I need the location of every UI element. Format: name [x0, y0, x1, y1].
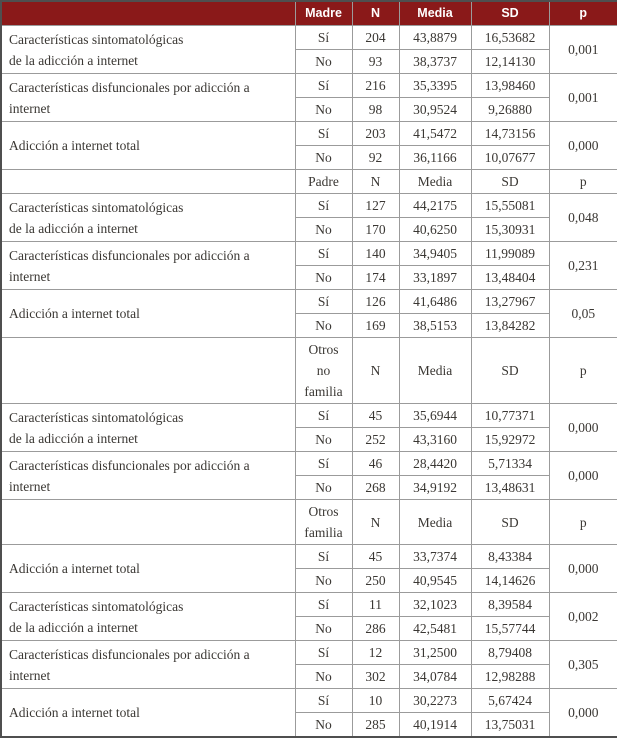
- variable-label-cell-line: internet: [9, 100, 51, 116]
- subheader-empty-cell: [1, 170, 295, 194]
- subheader-col-cell: SD: [471, 170, 549, 194]
- sd-cell: 16,53682: [471, 26, 549, 50]
- media-cell: 38,5153: [399, 314, 471, 338]
- response-cell: No: [295, 98, 352, 122]
- n-cell: 11: [352, 593, 399, 617]
- media-cell: 34,9192: [399, 476, 471, 500]
- subheader-col-cell: p: [549, 500, 617, 545]
- variable-label-cell-line: Características disfuncionales por adicción a: [9, 646, 250, 662]
- data-row: [1, 290, 617, 314]
- n-cell: 12: [352, 641, 399, 665]
- sd-cell: 5,71334: [471, 452, 549, 476]
- subheader-group-cell-line: familia: [304, 384, 343, 399]
- subheader-group-cell-line: Otros: [308, 342, 339, 357]
- subheader-col-cell: N: [352, 500, 399, 545]
- sd-cell: 13,84282: [471, 314, 549, 338]
- n-cell: 93: [352, 50, 399, 74]
- variable-label-cell: [1, 404, 295, 452]
- variable-label-cell-line: Adicción a internet total: [9, 306, 140, 321]
- variable-label-cell-line: internet: [9, 268, 51, 284]
- p-value-cell: 0,05: [549, 290, 617, 338]
- response-cell: Sí: [295, 593, 352, 617]
- response-cell: No: [295, 266, 352, 290]
- variable-label-cell-line: de la adicción a internet: [9, 220, 138, 236]
- sd-cell: 15,57744: [471, 617, 549, 641]
- subheader-col-cell: Media: [399, 500, 471, 545]
- media-cell: 30,9524: [399, 98, 471, 122]
- sd-cell: 5,67424: [471, 689, 549, 713]
- p-value-cell: 0,001: [549, 74, 617, 122]
- header-empty-cell: [1, 1, 295, 26]
- subheader-group-cell-line: no: [316, 363, 331, 378]
- subheader-group-cell-line: Padre: [308, 174, 339, 189]
- variable-label-cell: [1, 452, 295, 500]
- sd-cell: 10,77371: [471, 404, 549, 428]
- media-cell: 43,3160: [399, 428, 471, 452]
- response-cell: Sí: [295, 290, 352, 314]
- subheader-empty-cell: [1, 338, 295, 404]
- media-cell: 35,3395: [399, 74, 471, 98]
- response-cell: No: [295, 146, 352, 170]
- p-value-cell: 0,001: [549, 26, 617, 74]
- sd-cell: 13,27967: [471, 290, 549, 314]
- subheader-col-cell: SD: [471, 338, 549, 404]
- sd-cell: 10,07677: [471, 146, 549, 170]
- variable-label-cell: [1, 194, 295, 242]
- data-row: [1, 452, 617, 476]
- response-cell: Sí: [295, 545, 352, 569]
- p-value-cell: 0,048: [549, 194, 617, 242]
- media-cell: 43,8879: [399, 26, 471, 50]
- n-cell: 45: [352, 404, 399, 428]
- n-cell: 45: [352, 545, 399, 569]
- media-cell: 30,2273: [399, 689, 471, 713]
- sd-cell: 8,39584: [471, 593, 549, 617]
- n-cell: 250: [352, 569, 399, 593]
- p-value-cell: 0,000: [549, 545, 617, 593]
- variable-label-cell-line: Adicción a internet total: [9, 705, 140, 720]
- p-value-cell: 0,305: [549, 641, 617, 689]
- data-row: [1, 593, 617, 617]
- variable-label-cell-line: internet: [9, 478, 51, 494]
- variable-label-cell: [1, 74, 295, 122]
- sd-cell: 15,30931: [471, 218, 549, 242]
- variable-label-cell-line: Características disfuncionales por adicción a: [9, 457, 250, 473]
- variable-label-cell: [1, 545, 295, 593]
- variable-label-cell-line: de la adicción a internet: [9, 619, 138, 635]
- data-row: [1, 641, 617, 665]
- media-cell: 28,4420: [399, 452, 471, 476]
- subheader-group-cell-line: Otros: [308, 504, 339, 519]
- media-cell: 38,3737: [399, 50, 471, 74]
- n-cell: 204: [352, 26, 399, 50]
- response-cell: No: [295, 218, 352, 242]
- n-cell: 10: [352, 689, 399, 713]
- variable-label-cell: [1, 689, 295, 738]
- sd-cell: 13,48404: [471, 266, 549, 290]
- variable-label-cell: [1, 242, 295, 290]
- variable-label-cell-line: Características sintomatológicas: [9, 598, 184, 614]
- subheader-group-cell: [295, 338, 352, 404]
- media-cell: 42,5481: [399, 617, 471, 641]
- variable-label-cell-line: Adicción a internet total: [9, 561, 140, 576]
- variable-label-cell-line: Características disfuncionales por adicción a: [9, 247, 250, 263]
- response-cell: No: [295, 713, 352, 738]
- p-value-cell: 0,002: [549, 593, 617, 641]
- media-cell: 40,6250: [399, 218, 471, 242]
- response-cell: No: [295, 665, 352, 689]
- sd-cell: 8,79408: [471, 641, 549, 665]
- response-cell: Sí: [295, 452, 352, 476]
- n-cell: 126: [352, 290, 399, 314]
- sd-cell: 11,99089: [471, 242, 549, 266]
- media-cell: 34,0784: [399, 665, 471, 689]
- p-value-cell: 0,231: [549, 242, 617, 290]
- n-cell: 286: [352, 617, 399, 641]
- data-row: [1, 122, 617, 146]
- subheader-empty-cell: [1, 500, 295, 545]
- variable-label-cell-line: Adicción a internet total: [9, 138, 140, 153]
- data-row: [1, 404, 617, 428]
- sd-cell: 15,55081: [471, 194, 549, 218]
- n-cell: 203: [352, 122, 399, 146]
- media-cell: 34,9405: [399, 242, 471, 266]
- subheader-group-cell: [295, 500, 352, 545]
- n-cell: 169: [352, 314, 399, 338]
- data-row: [1, 74, 617, 98]
- header-cell: N: [352, 1, 399, 26]
- sd-cell: 12,14130: [471, 50, 549, 74]
- n-cell: 302: [352, 665, 399, 689]
- variable-label-cell-line: Características sintomatológicas: [9, 409, 184, 425]
- header-cell: Media: [399, 1, 471, 26]
- header-cell: SD: [471, 1, 549, 26]
- media-cell: 36,1166: [399, 146, 471, 170]
- response-cell: No: [295, 50, 352, 74]
- response-cell: Sí: [295, 242, 352, 266]
- sd-cell: 12,98288: [471, 665, 549, 689]
- variable-label-cell: [1, 26, 295, 74]
- data-row: [1, 689, 617, 713]
- sd-cell: 9,26880: [471, 98, 549, 122]
- n-cell: 285: [352, 713, 399, 738]
- n-cell: 98: [352, 98, 399, 122]
- variable-label-cell: [1, 122, 295, 170]
- n-cell: 127: [352, 194, 399, 218]
- n-cell: 174: [352, 266, 399, 290]
- response-cell: No: [295, 569, 352, 593]
- sd-cell: 15,92972: [471, 428, 549, 452]
- p-value-cell: 0,000: [549, 689, 617, 738]
- n-cell: 92: [352, 146, 399, 170]
- media-cell: 40,1914: [399, 713, 471, 738]
- subheader-row: [1, 338, 617, 404]
- response-cell: No: [295, 476, 352, 500]
- variable-label-cell: [1, 290, 295, 338]
- media-cell: 40,9545: [399, 569, 471, 593]
- subheader-row: [1, 170, 617, 194]
- p-value-cell: 0,000: [549, 404, 617, 452]
- media-cell: 44,2175: [399, 194, 471, 218]
- data-row: [1, 242, 617, 266]
- subheader-col-cell: SD: [471, 500, 549, 545]
- response-cell: No: [295, 617, 352, 641]
- p-value-cell: 0,000: [549, 452, 617, 500]
- variable-label-cell-line: Características sintomatológicas: [9, 31, 184, 47]
- subheader-col-cell: N: [352, 338, 399, 404]
- subheader-col-cell: p: [549, 170, 617, 194]
- stats-table-body: [1, 1, 617, 737]
- response-cell: Sí: [295, 26, 352, 50]
- n-cell: 252: [352, 428, 399, 452]
- subheader-group-cell-line: familia: [304, 525, 343, 540]
- response-cell: Sí: [295, 689, 352, 713]
- n-cell: 170: [352, 218, 399, 242]
- response-cell: No: [295, 428, 352, 452]
- response-cell: No: [295, 314, 352, 338]
- variable-label-cell-line: internet: [9, 667, 51, 683]
- variable-label-cell-line: de la adicción a internet: [9, 430, 138, 446]
- media-cell: 31,2500: [399, 641, 471, 665]
- sd-cell: 14,14626: [471, 569, 549, 593]
- variable-label-cell-line: de la adicción a internet: [9, 52, 138, 68]
- sd-cell: 13,98460: [471, 74, 549, 98]
- media-cell: 33,1897: [399, 266, 471, 290]
- subheader-row: [1, 500, 617, 545]
- media-cell: 33,7374: [399, 545, 471, 569]
- media-cell: 41,5472: [399, 122, 471, 146]
- n-cell: 140: [352, 242, 399, 266]
- data-row: [1, 194, 617, 218]
- sd-cell: 14,73156: [471, 122, 549, 146]
- media-cell: 35,6944: [399, 404, 471, 428]
- response-cell: Sí: [295, 74, 352, 98]
- data-row: [1, 545, 617, 569]
- header-cell: p: [549, 1, 617, 26]
- n-cell: 46: [352, 452, 399, 476]
- sd-cell: 13,75031: [471, 713, 549, 738]
- response-cell: Sí: [295, 641, 352, 665]
- media-cell: 41,6486: [399, 290, 471, 314]
- column-header-row: [1, 1, 617, 26]
- p-value-cell: 0,000: [549, 122, 617, 170]
- sd-cell: 13,48631: [471, 476, 549, 500]
- variable-label-cell: [1, 641, 295, 689]
- data-row: [1, 26, 617, 50]
- response-cell: Sí: [295, 194, 352, 218]
- variable-label-cell: [1, 593, 295, 641]
- subheader-col-cell: p: [549, 338, 617, 404]
- n-cell: 216: [352, 74, 399, 98]
- header-cell: Madre: [295, 1, 352, 26]
- subheader-group-cell: [295, 170, 352, 194]
- n-cell: 268: [352, 476, 399, 500]
- sd-cell: 8,43384: [471, 545, 549, 569]
- media-cell: 32,1023: [399, 593, 471, 617]
- response-cell: Sí: [295, 404, 352, 428]
- variable-label-cell-line: Características disfuncionales por adicción a: [9, 79, 250, 95]
- subheader-col-cell: Media: [399, 338, 471, 404]
- response-cell: Sí: [295, 122, 352, 146]
- subheader-col-cell: N: [352, 170, 399, 194]
- subheader-col-cell: Media: [399, 170, 471, 194]
- variable-label-cell-line: Características sintomatológicas: [9, 199, 184, 215]
